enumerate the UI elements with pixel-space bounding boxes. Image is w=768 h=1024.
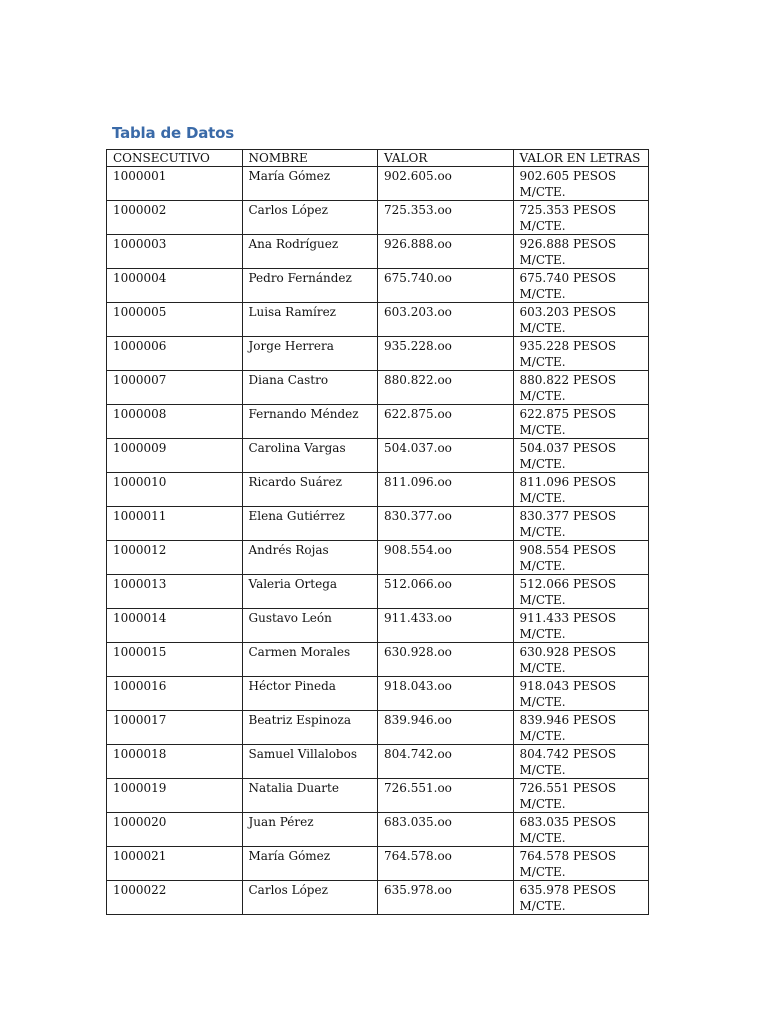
cell-valor-en-letras: 926.888 PESOS M/CTE. bbox=[513, 235, 649, 269]
cell-valor-en-letras: 935.228 PESOS M/CTE. bbox=[513, 337, 649, 371]
table-row bbox=[107, 779, 649, 813]
page-title: Tabla de Datos bbox=[112, 124, 234, 142]
table-row bbox=[107, 745, 649, 779]
cell-valor-en-letras: 603.203 PESOS M/CTE. bbox=[513, 303, 649, 337]
cell-consecutivo: 1000012 bbox=[107, 541, 243, 575]
cell-valor: 630.928.oo bbox=[378, 643, 514, 677]
cell-consecutivo: 1000002 bbox=[107, 201, 243, 235]
cell-consecutivo: 1000018 bbox=[107, 745, 243, 779]
cell-valor: 911.433.oo bbox=[378, 609, 514, 643]
table-row bbox=[107, 677, 649, 711]
cell-valor-en-letras: 725.353 PESOS M/CTE. bbox=[513, 201, 649, 235]
cell-valor: 683.035.oo bbox=[378, 813, 514, 847]
cell-valor: 675.740.oo bbox=[378, 269, 514, 303]
cell-nombre: Pedro Fernández bbox=[242, 269, 378, 303]
cell-valor: 635.978.oo bbox=[378, 881, 514, 915]
cell-consecutivo: 1000022 bbox=[107, 881, 243, 915]
cell-nombre: Diana Castro bbox=[242, 371, 378, 405]
cell-consecutivo: 1000016 bbox=[107, 677, 243, 711]
cell-nombre: Carolina Vargas bbox=[242, 439, 378, 473]
cell-valor: 830.377.oo bbox=[378, 507, 514, 541]
cell-valor: 512.066.oo bbox=[378, 575, 514, 609]
cell-valor: 839.946.oo bbox=[378, 711, 514, 745]
table-row bbox=[107, 405, 649, 439]
table-header-row bbox=[107, 150, 649, 167]
cell-nombre: Ana Rodríguez bbox=[242, 235, 378, 269]
table-row bbox=[107, 847, 649, 881]
cell-consecutivo: 1000014 bbox=[107, 609, 243, 643]
cell-valor: 902.605.oo bbox=[378, 167, 514, 201]
table-row bbox=[107, 303, 649, 337]
cell-valor: 622.875.oo bbox=[378, 405, 514, 439]
cell-valor: 935.228.oo bbox=[378, 337, 514, 371]
cell-valor: 908.554.oo bbox=[378, 541, 514, 575]
table-row bbox=[107, 439, 649, 473]
cell-valor-en-letras: 683.035 PESOS M/CTE. bbox=[513, 813, 649, 847]
table-row bbox=[107, 167, 649, 201]
cell-valor-en-letras: 911.433 PESOS M/CTE. bbox=[513, 609, 649, 643]
cell-nombre: Fernando Méndez bbox=[242, 405, 378, 439]
cell-consecutivo: 1000020 bbox=[107, 813, 243, 847]
cell-valor: 918.043.oo bbox=[378, 677, 514, 711]
table-row bbox=[107, 643, 649, 677]
column-header-valor: VALOR bbox=[378, 150, 514, 167]
cell-valor: 504.037.oo bbox=[378, 439, 514, 473]
cell-consecutivo: 1000015 bbox=[107, 643, 243, 677]
cell-consecutivo: 1000013 bbox=[107, 575, 243, 609]
cell-valor-en-letras: 839.946 PESOS M/CTE. bbox=[513, 711, 649, 745]
table-row bbox=[107, 881, 649, 915]
cell-valor: 725.353.oo bbox=[378, 201, 514, 235]
cell-nombre: Carmen Morales bbox=[242, 643, 378, 677]
cell-valor-en-letras: 635.978 PESOS M/CTE. bbox=[513, 881, 649, 915]
cell-nombre: Luisa Ramírez bbox=[242, 303, 378, 337]
table-row bbox=[107, 575, 649, 609]
cell-valor: 926.888.oo bbox=[378, 235, 514, 269]
cell-nombre: Juan Pérez bbox=[242, 813, 378, 847]
cell-nombre: Elena Gutiérrez bbox=[242, 507, 378, 541]
cell-valor-en-letras: 908.554 PESOS M/CTE. bbox=[513, 541, 649, 575]
column-header-nombre: NOMBRE bbox=[242, 150, 378, 167]
cell-nombre: Jorge Herrera bbox=[242, 337, 378, 371]
cell-valor-en-letras: 675.740 PESOS M/CTE. bbox=[513, 269, 649, 303]
cell-valor-en-letras: 902.605 PESOS M/CTE. bbox=[513, 167, 649, 201]
cell-consecutivo: 1000011 bbox=[107, 507, 243, 541]
table-row bbox=[107, 269, 649, 303]
cell-valor: 804.742.oo bbox=[378, 745, 514, 779]
cell-nombre: María Gómez bbox=[242, 847, 378, 881]
table-row bbox=[107, 541, 649, 575]
table-row bbox=[107, 711, 649, 745]
cell-consecutivo: 1000017 bbox=[107, 711, 243, 745]
cell-consecutivo: 1000006 bbox=[107, 337, 243, 371]
cell-nombre: Gustavo León bbox=[242, 609, 378, 643]
cell-consecutivo: 1000001 bbox=[107, 167, 243, 201]
table-row bbox=[107, 235, 649, 269]
cell-nombre: Natalia Duarte bbox=[242, 779, 378, 813]
table-row bbox=[107, 609, 649, 643]
cell-valor-en-letras: 804.742 PESOS M/CTE. bbox=[513, 745, 649, 779]
cell-valor-en-letras: 918.043 PESOS M/CTE. bbox=[513, 677, 649, 711]
cell-nombre: Héctor Pineda bbox=[242, 677, 378, 711]
cell-consecutivo: 1000004 bbox=[107, 269, 243, 303]
cell-nombre: Valeria Ortega bbox=[242, 575, 378, 609]
cell-valor-en-letras: 630.928 PESOS M/CTE. bbox=[513, 643, 649, 677]
cell-valor-en-letras: 504.037 PESOS M/CTE. bbox=[513, 439, 649, 473]
column-header-valor-en-letras: VALOR EN LETRAS bbox=[513, 150, 649, 167]
table-row bbox=[107, 813, 649, 847]
cell-valor-en-letras: 726.551 PESOS M/CTE. bbox=[513, 779, 649, 813]
cell-nombre: Andrés Rojas bbox=[242, 541, 378, 575]
cell-consecutivo: 1000009 bbox=[107, 439, 243, 473]
cell-nombre: María Gómez bbox=[242, 167, 378, 201]
cell-valor: 880.822.oo bbox=[378, 371, 514, 405]
cell-consecutivo: 1000005 bbox=[107, 303, 243, 337]
cell-consecutivo: 1000021 bbox=[107, 847, 243, 881]
column-header-consecutivo: CONSECUTIVO bbox=[107, 150, 243, 167]
table-row bbox=[107, 201, 649, 235]
table-row bbox=[107, 473, 649, 507]
table-body bbox=[107, 167, 649, 915]
cell-valor: 764.578.oo bbox=[378, 847, 514, 881]
cell-consecutivo: 1000003 bbox=[107, 235, 243, 269]
cell-consecutivo: 1000007 bbox=[107, 371, 243, 405]
table-row bbox=[107, 507, 649, 541]
cell-nombre: Carlos López bbox=[242, 201, 378, 235]
cell-consecutivo: 1000019 bbox=[107, 779, 243, 813]
cell-valor: 811.096.oo bbox=[378, 473, 514, 507]
data-table bbox=[106, 149, 649, 915]
cell-valor-en-letras: 512.066 PESOS M/CTE. bbox=[513, 575, 649, 609]
cell-nombre: Carlos López bbox=[242, 881, 378, 915]
cell-valor-en-letras: 622.875 PESOS M/CTE. bbox=[513, 405, 649, 439]
cell-valor: 603.203.oo bbox=[378, 303, 514, 337]
table-row bbox=[107, 371, 649, 405]
cell-valor-en-letras: 764.578 PESOS M/CTE. bbox=[513, 847, 649, 881]
cell-valor-en-letras: 811.096 PESOS M/CTE. bbox=[513, 473, 649, 507]
cell-consecutivo: 1000008 bbox=[107, 405, 243, 439]
cell-valor-en-letras: 880.822 PESOS M/CTE. bbox=[513, 371, 649, 405]
cell-nombre: Beatriz Espinoza bbox=[242, 711, 378, 745]
cell-nombre: Ricardo Suárez bbox=[242, 473, 378, 507]
cell-nombre: Samuel Villalobos bbox=[242, 745, 378, 779]
cell-valor: 726.551.oo bbox=[378, 779, 514, 813]
cell-consecutivo: 1000010 bbox=[107, 473, 243, 507]
cell-valor-en-letras: 830.377 PESOS M/CTE. bbox=[513, 507, 649, 541]
table-row bbox=[107, 337, 649, 371]
